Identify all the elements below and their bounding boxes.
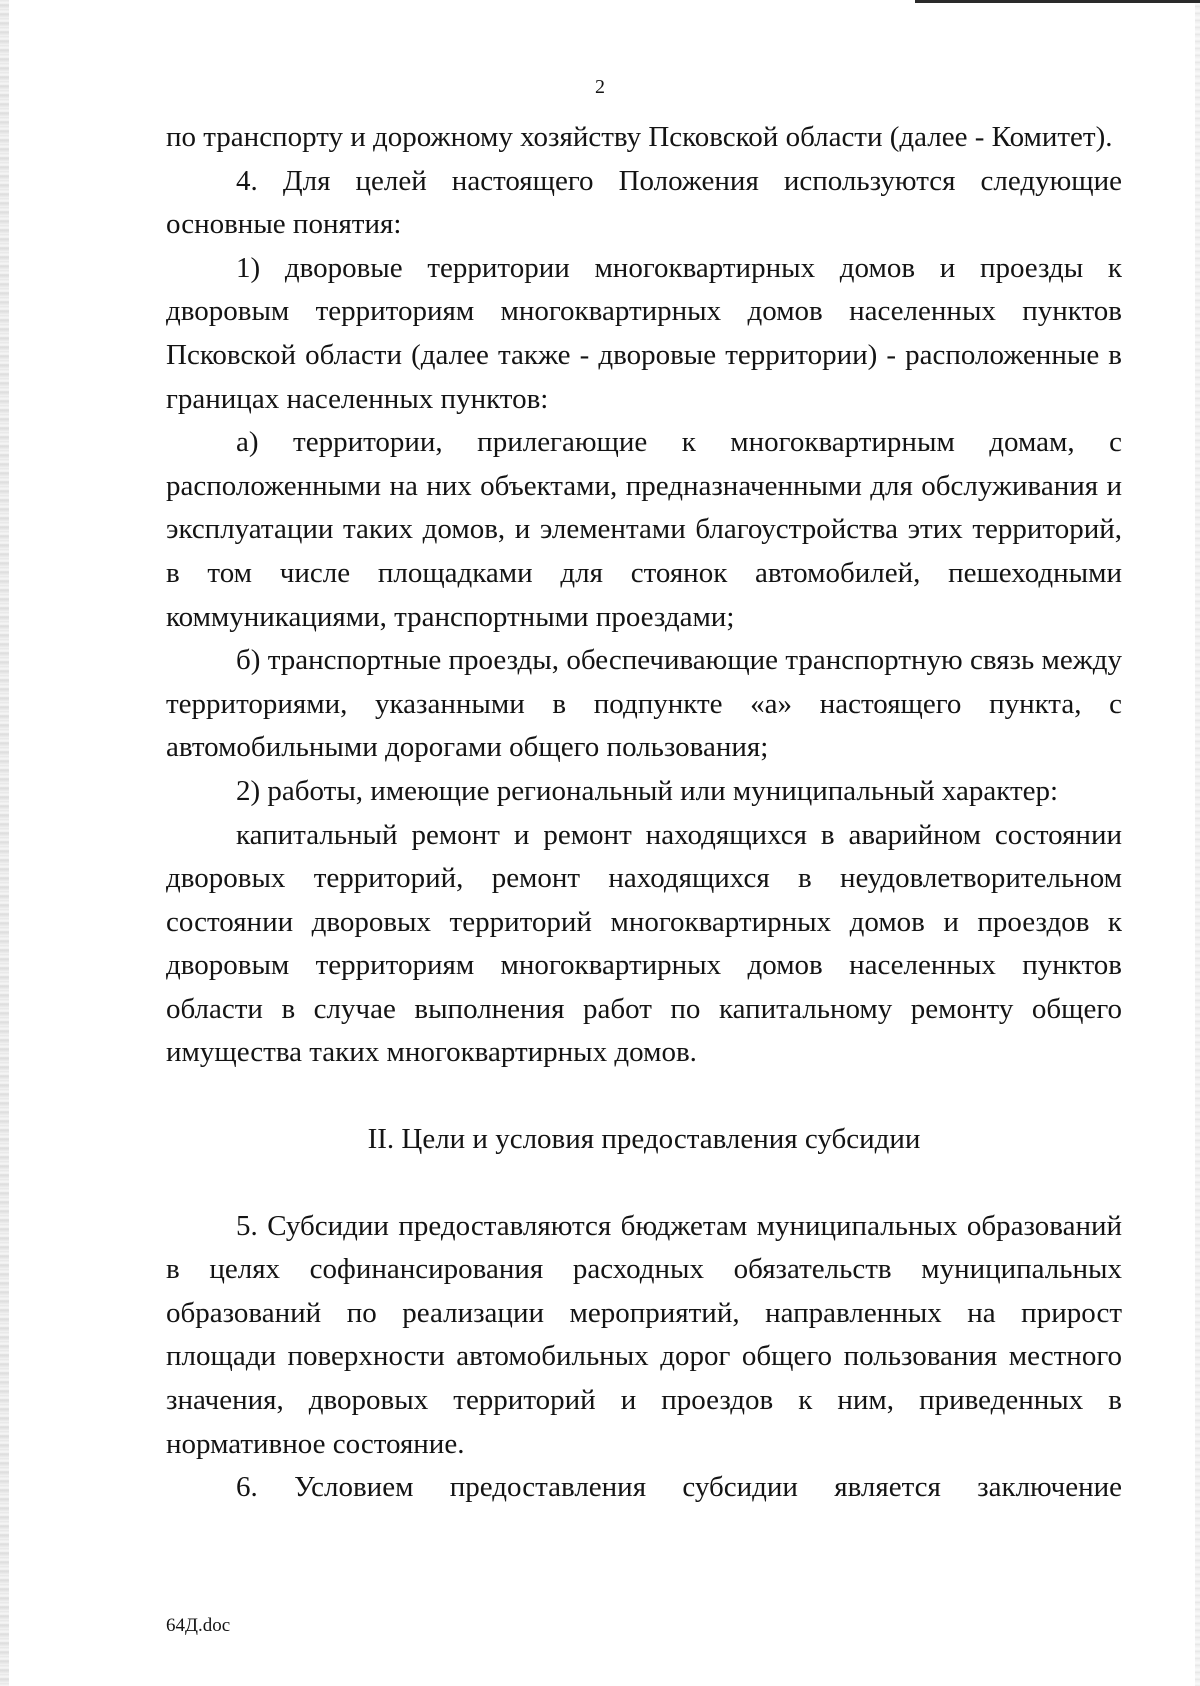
- paragraph-subitem-a: а) территории, прилегающие к многоквартирным домам, с расположенными на них объектами, предназначенными для обслуживания и эксплуатации таких домов, и элементами благоустройства этих территорий, в том числе площадками для стоянок автомобилей, пешеходными коммуникациями, транспортными проездами;: [166, 426, 1122, 633]
- paragraph-committee: по транспорту и дорожному хозяйству Псковской области (далее - Комитет).: [166, 121, 1113, 153]
- paragraph-subitem-1: 1) дворовые территории многоквартирных домов и проезды к дворовым территориям многоквартирных домов населенных пунктов Псковской области (далее также - дворовые территории) - расположенные в границах населенных пунктов:: [166, 251, 1122, 415]
- paragraph-capital-repair: капитальный ремонт и ремонт находящихся в аварийном состоянии дворовых территорий, ремонт находящихся в неудовлетворительном состоянии дворовых территорий многоквартирных домов и проездов к дворовым территориям многоквартирных домов населенных пунктов области в случае выполнения работ по капитальному ремонту общего имущества таких многоквартирных домов.: [166, 818, 1122, 1069]
- spacer: [166, 1162, 1122, 1205]
- document-body: [166, 116, 1122, 1510]
- paragraph-item-6: 6. Условием предоставления субсидии является заключение: [236, 1471, 1122, 1504]
- spacer: [166, 1075, 1122, 1118]
- page-number: 2: [595, 76, 605, 98]
- paragraph-item-5: 5. Субсидии предоставляются бюджетам муниципальных образований в целях софинансирования расходных обязательств муниципальных образований по реализации мероприятий, направленных на прирост площади поверхности автомобильных дорог общего пользования местного значения, дворовых территорий и проездов к ним, приведенных в нормативное состояние.: [166, 1209, 1122, 1460]
- scan-edge-right: [1195, 0, 1200, 1686]
- paragraph-subitem-b: б) транспортные проезды, обеспечивающие транспортную связь между территориями, указанными в подпункте «а» настоящего пункта, с автомобильными дорогами общего пользования;: [166, 644, 1122, 764]
- scan-edge-left: [0, 0, 9, 1686]
- paragraph-subitem-2: 2) работы, имеющие региональный или муниципальный характер:: [236, 774, 1059, 807]
- footer-filename: 64Д.doc: [166, 1615, 231, 1636]
- top-rule: [915, 0, 1200, 3]
- section-heading: II. Цели и условия предоставления субсидии: [367, 1123, 921, 1156]
- paragraph-item-4: 4. Для целей настоящего Положения используются следующие основные понятия:: [166, 164, 1122, 241]
